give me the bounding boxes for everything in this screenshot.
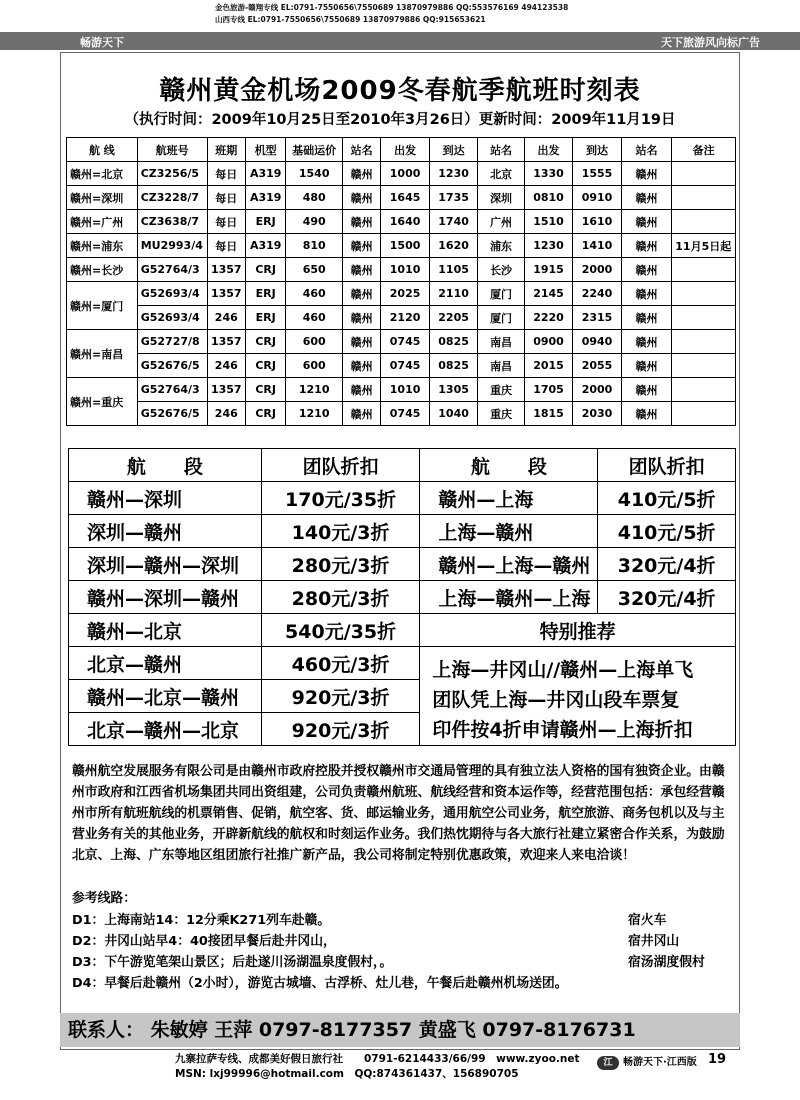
route-cell: 赣州=北京	[67, 162, 138, 186]
flight-cell	[672, 282, 736, 306]
flight-header-cell: 出发	[524, 138, 572, 162]
flight-header-cell: 站名	[478, 138, 524, 162]
discount-route: 深圳—赣州	[69, 515, 262, 548]
flight-cell: 赣州	[621, 330, 672, 354]
flight-cell	[672, 186, 736, 210]
route-day: D4：早餐后赴赣州（2小时），游览古城墙、古浮桥、灶儿巷，午餐后赴赣州机场送团。	[72, 976, 568, 991]
flight-cell: 南昌	[478, 330, 524, 354]
flight-schedule-table	[66, 137, 736, 426]
flight-cell	[672, 330, 736, 354]
flight-cell: 0940	[573, 330, 621, 354]
footer-logo-text: 畅游天下·江西版	[623, 1057, 697, 1068]
table-row	[67, 402, 736, 426]
flight-cell: A319	[245, 234, 285, 258]
flight-cell	[672, 402, 736, 426]
discount-price: 460元/3折	[261, 647, 420, 680]
flight-cell	[672, 162, 736, 186]
flight-cell: 1230	[524, 234, 572, 258]
discount-price: 320元/4折	[598, 548, 736, 581]
flight-cell	[672, 378, 736, 402]
route-cell: 赣州=广州	[67, 210, 138, 234]
flight-cell: 1357	[207, 330, 245, 354]
flight-cell: 246	[207, 354, 245, 378]
flight-cell: CZ3638/7	[137, 210, 207, 234]
flight-cell: 1410	[573, 234, 621, 258]
flight-cell: 0745	[381, 402, 429, 426]
flight-cell: 0810	[524, 186, 572, 210]
discount-price: 920元/3折	[261, 680, 420, 713]
flight-cell: 2120	[381, 306, 429, 330]
flight-cell: 赣州	[342, 306, 380, 330]
discount-header-cell: 航 段	[420, 449, 598, 482]
header-line-1: 金色旅游-赣翔专线 EL:0791-7550656\7550689 13870979886 QQ:553576169 494123538	[215, 3, 569, 12]
flight-cell: 赣州	[342, 282, 380, 306]
flight-cell: 1010	[381, 258, 429, 282]
flight-cell: 厦门	[478, 282, 524, 306]
flight-cell: G52676/5	[137, 402, 207, 426]
flight-cell: 赣州	[621, 210, 672, 234]
flight-cell: 1740	[429, 210, 477, 234]
discount-price: 170元/35折	[261, 482, 420, 515]
route-cell: 赣州=重庆	[67, 378, 138, 426]
discount-route: 赣州—深圳—赣州	[69, 581, 262, 614]
flight-header-cell: 航班号	[137, 138, 207, 162]
table-row	[69, 614, 736, 647]
flight-cell: 赣州	[621, 258, 672, 282]
flight-cell: 11月5日起	[672, 234, 736, 258]
flight-cell: 650	[286, 258, 343, 282]
route-day: D3：下午游览笔架山景区；后赴遂川汤湖温泉度假村，。	[72, 955, 393, 970]
flight-header-cell: 站名	[621, 138, 672, 162]
flight-cell: 1645	[381, 186, 429, 210]
special-line: 团队凭上海—井冈山段车票复	[432, 689, 680, 711]
flight-cell: 2145	[524, 282, 572, 306]
routes-title: 参考线路：	[72, 891, 136, 906]
route-cell: 赣州=长沙	[67, 258, 138, 282]
flight-cell: 2110	[429, 282, 477, 306]
discount-route: 赣州—北京—赣州	[69, 680, 262, 713]
flight-cell: G52693/4	[137, 306, 207, 330]
flight-cell: 600	[286, 354, 343, 378]
flight-cell: 厦门	[478, 306, 524, 330]
flight-cell: G52764/3	[137, 378, 207, 402]
route-stay: 宿火车	[628, 913, 667, 928]
table-row	[69, 515, 736, 548]
flight-cell: 重庆	[478, 378, 524, 402]
discount-route: 赣州—上海—赣州	[420, 548, 598, 581]
discount-route: 赣州—深圳	[69, 482, 262, 515]
table-row	[67, 354, 736, 378]
flight-header-cell: 备注	[672, 138, 736, 162]
discount-header-cell: 航 段	[69, 449, 262, 482]
discount-route: 深圳—赣州—深圳	[69, 548, 262, 581]
flight-cell: CRJ	[245, 354, 285, 378]
flight-cell: 赣州	[621, 234, 672, 258]
flight-cell: 1210	[286, 402, 343, 426]
discount-route: 赣州—上海	[420, 482, 598, 515]
flight-cell: 1705	[524, 378, 572, 402]
page-number: 19	[708, 1052, 727, 1067]
discount-header-cell: 团队折扣	[598, 449, 736, 482]
flight-cell: 1210	[286, 378, 343, 402]
special-line: 印件按4折申请赣州—上海折扣	[432, 719, 693, 741]
table-row	[67, 210, 736, 234]
footer-logo-icon: 江	[597, 1056, 619, 1070]
table-row	[67, 378, 736, 402]
discount-price: 280元/3折	[261, 581, 420, 614]
flight-cell: CZ3256/5	[137, 162, 207, 186]
flight-cell	[672, 306, 736, 330]
flight-cell: 1357	[207, 258, 245, 282]
flight-cell: 1105	[429, 258, 477, 282]
flight-cell: 赣州	[342, 234, 380, 258]
discount-header-row	[69, 449, 736, 482]
flight-cell: CRJ	[245, 330, 285, 354]
flight-cell: 2240	[573, 282, 621, 306]
flight-cell: CZ3228/7	[137, 186, 207, 210]
flight-cell: 赣州	[621, 162, 672, 186]
flight-cell: 赣州	[342, 258, 380, 282]
footer-logo	[597, 1053, 697, 1070]
route-cell: 赣州=南昌	[67, 330, 138, 378]
page-subtitle: （执行时间：2009年10月25日至2010年3月26日）更新时间：2009年11月19日	[124, 112, 676, 128]
flight-cell: 1040	[429, 402, 477, 426]
flight-cell: A319	[245, 162, 285, 186]
table-row	[67, 306, 736, 330]
flight-cell: 长沙	[478, 258, 524, 282]
flight-cell: 赣州	[621, 402, 672, 426]
flight-cell: 480	[286, 186, 343, 210]
flight-cell: 每日	[207, 186, 245, 210]
discount-price: 410元/5折	[598, 482, 736, 515]
flight-cell: CRJ	[245, 402, 285, 426]
table-row	[69, 482, 736, 515]
flight-cell: 1230	[429, 162, 477, 186]
flight-cell: 赣州	[342, 210, 380, 234]
group-discount-table	[68, 448, 736, 746]
discount-header-cell: 团队折扣	[261, 449, 420, 482]
discount-route: 赣州—北京	[69, 614, 262, 647]
flight-cell: 赣州	[342, 330, 380, 354]
flight-cell: 每日	[207, 210, 245, 234]
discount-price: 410元/5折	[598, 515, 736, 548]
flight-cell: MU2993/4	[137, 234, 207, 258]
discount-price: 540元/35折	[261, 614, 420, 647]
flight-cell: 246	[207, 402, 245, 426]
flight-cell: 0745	[381, 354, 429, 378]
flight-cell: 1357	[207, 282, 245, 306]
table-row	[69, 647, 736, 680]
flight-cell: 赣州	[342, 162, 380, 186]
flight-cell: G52693/4	[137, 282, 207, 306]
flight-cell: ERJ	[245, 282, 285, 306]
flight-header-cell: 到达	[429, 138, 477, 162]
flight-cell: 赣州	[342, 378, 380, 402]
flight-cell: 赣州	[342, 354, 380, 378]
route-cell: 赣州=浦东	[67, 234, 138, 258]
flight-cell: 南昌	[478, 354, 524, 378]
flight-cell: 2025	[381, 282, 429, 306]
discount-route: 上海—赣州—上海	[420, 581, 598, 614]
flight-cell: 广州	[478, 210, 524, 234]
flight-cell: 1010	[381, 378, 429, 402]
table-row	[67, 162, 736, 186]
table-row	[67, 234, 736, 258]
flight-cell: 1305	[429, 378, 477, 402]
flight-cell: ERJ	[245, 210, 285, 234]
flight-cell: 每日	[207, 162, 245, 186]
flight-cell: 赣州	[342, 402, 380, 426]
footer-line-2: MSN: lxj99996@hotmail.com QQ:874361437、156890705	[175, 1068, 519, 1080]
flight-cell: G52764/3	[137, 258, 207, 282]
flight-cell: 1510	[524, 210, 572, 234]
route-stay: 宿汤湖度假村	[628, 955, 705, 970]
flight-cell: 0910	[573, 186, 621, 210]
flight-header-cell: 航 线	[67, 138, 138, 162]
flight-cell: 赣州	[621, 354, 672, 378]
flight-cell: 1610	[573, 210, 621, 234]
flight-cell: 2315	[573, 306, 621, 330]
flight-cell: 1540	[286, 162, 343, 186]
flight-cell: G52727/8	[137, 330, 207, 354]
table-row	[67, 282, 736, 306]
flight-cell: 0745	[381, 330, 429, 354]
flight-cell	[672, 210, 736, 234]
table-row	[69, 581, 736, 614]
flight-header-cell: 基础运价	[286, 138, 343, 162]
flight-cell: 深圳	[478, 186, 524, 210]
route-day: D1：上海南站14：12分乘K271列车赴赣。	[72, 913, 331, 928]
flight-header-cell: 站名	[342, 138, 380, 162]
flight-cell: 浦东	[478, 234, 524, 258]
flight-cell: 2055	[573, 354, 621, 378]
flight-header-cell: 出发	[381, 138, 429, 162]
special-line: 上海—井冈山//赣州—上海单飞	[432, 659, 694, 681]
flight-header-cell: 机型	[245, 138, 285, 162]
flight-cell: 1555	[573, 162, 621, 186]
flight-cell: 赣州	[342, 186, 380, 210]
page-title: 赣州黄金机场2009冬春航季航班时刻表	[159, 76, 641, 106]
flight-cell: 2030	[573, 402, 621, 426]
discount-route: 上海—赣州	[420, 515, 598, 548]
flight-cell: 460	[286, 282, 343, 306]
route-cell: 赣州=厦门	[67, 282, 138, 330]
route-day: D2：井冈山站早4：40接团早餐后赴井冈山，	[72, 934, 336, 949]
page-header	[0, 0, 800, 50]
header-tagline: 天下旅游风向标广告	[661, 36, 760, 49]
flight-cell: 2015	[524, 354, 572, 378]
flight-cell: 2220	[524, 306, 572, 330]
flight-cell: 1500	[381, 234, 429, 258]
special-recommendation	[420, 647, 736, 746]
flight-cell: 赣州	[621, 306, 672, 330]
flight-cell: 1735	[429, 186, 477, 210]
flight-cell: CRJ	[245, 258, 285, 282]
discount-route: 北京—赣州—北京	[69, 713, 262, 746]
flight-cell: 2000	[573, 378, 621, 402]
flight-cell: G52676/5	[137, 354, 207, 378]
flight-cell: 1000	[381, 162, 429, 186]
flight-cell: 赣州	[621, 186, 672, 210]
flight-cell: 246	[207, 306, 245, 330]
company-intro: 赣州航空发展服务有限公司是由赣州市政府控股并授权赣州市交通局管理的具有独立法人资格的国有独资企业。由赣州市政府和江西省机场集团共同出资组建，公司负责赣州航班、航线经营和资本运作等，经营范围包括：承包经营赣州市所有航班航线的机票销售、促销，航空客、货、邮运输业务，通用航空公司业务，航空旅游、商务包机以及与主营业务有关的其他业务，开辟新航线的航权和时刻运作业务。我们热忱期待与各大旅行社建立紧密合作关系，为鼓励北京、上海、广东等地区组团旅行社推广新产品，我公司将制定特别优惠政策，欢迎来人来电洽谈！	[72, 764, 725, 863]
flight-cell: 490	[286, 210, 343, 234]
header-contact-lines	[215, 2, 568, 26]
flight-cell: ERJ	[245, 306, 285, 330]
flight-cell: 1640	[381, 210, 429, 234]
route-cell: 赣州=深圳	[67, 186, 138, 210]
flight-header-cell: 到达	[573, 138, 621, 162]
flight-cell: 赣州	[621, 378, 672, 402]
flight-cell: CRJ	[245, 378, 285, 402]
flight-header-cell: 班期	[207, 138, 245, 162]
table-row	[67, 330, 736, 354]
discount-price: 320元/4折	[598, 581, 736, 614]
flight-cell	[672, 258, 736, 282]
header-line-2: 山西专线 EL:0791-7550656\7550689 13870979886 QQ:915653621	[215, 15, 486, 24]
discount-price: 920元/3折	[261, 713, 420, 746]
special-title: 特别推荐	[420, 614, 736, 647]
flight-cell: A319	[245, 186, 285, 210]
flight-cell: 2205	[429, 306, 477, 330]
flight-cell: 0900	[524, 330, 572, 354]
flight-cell: 810	[286, 234, 343, 258]
flight-cell: 1330	[524, 162, 572, 186]
flight-header-row	[67, 138, 736, 162]
flight-cell: 1815	[524, 402, 572, 426]
flight-cell: 1915	[524, 258, 572, 282]
discount-route: 北京—赣州	[69, 647, 262, 680]
flight-cell: 北京	[478, 162, 524, 186]
header-brand: 畅游天下	[80, 36, 124, 49]
flight-cell	[672, 354, 736, 378]
flight-cell: 赣州	[621, 282, 672, 306]
flight-cell: 1357	[207, 378, 245, 402]
flight-cell: 每日	[207, 234, 245, 258]
discount-price: 280元/3折	[261, 548, 420, 581]
flight-cell: 1620	[429, 234, 477, 258]
flight-cell: 重庆	[478, 402, 524, 426]
route-stay: 宿井冈山	[628, 934, 680, 949]
discount-price: 140元/3折	[261, 515, 420, 548]
flight-cell: 600	[286, 330, 343, 354]
table-row	[67, 186, 736, 210]
flight-cell: 2000	[573, 258, 621, 282]
flight-cell: 460	[286, 306, 343, 330]
footer-line-1: 九寨拉萨专线、成都美好假日旅行社 0791-6214433/66/99 www.zyoo.net	[175, 1053, 580, 1065]
table-row	[67, 258, 736, 282]
flight-cell: 0825	[429, 330, 477, 354]
flight-cell: 0825	[429, 354, 477, 378]
contact-bar: 联系人： 朱敏婷 王萍 0797-8177357 黄盛飞 0797-8176731	[60, 1013, 740, 1047]
table-row	[69, 548, 736, 581]
